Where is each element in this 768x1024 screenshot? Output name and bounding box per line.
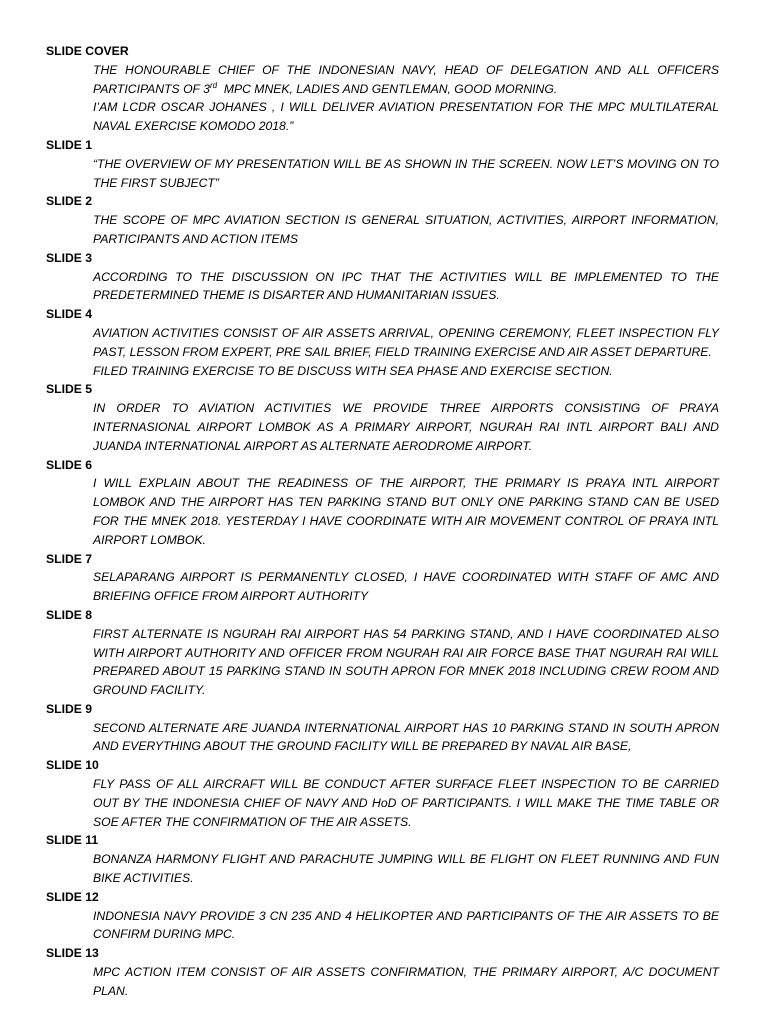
- slide-paragraph: ACCORDING TO THE DISCUSSION ON IPC THAT THE ACTIVITIES WILL BE IMPLEMENTED TO THE PREDETERMINED THEME IS DISARTER AND HUMANITARIAN ISSUES.: [93, 269, 719, 303]
- slide-paragraph: BONANZA HARMONY FLIGHT AND PARACHUTE JUMPING WILL BE FLIGHT ON FLEET RUNNING AND FUN BIKE ACTIVITIES.: [93, 852, 719, 886]
- slide-section: [46, 700, 719, 756]
- slide-heading: SLIDE 5: [46, 382, 93, 397]
- paragraph-text: THE HONOURABLE CHIEF OF THE INDONESIAN NAVY, HEAD OF DELEGATION AND ALL OFFICERS PARTICIPANTS OF 3: [93, 62, 719, 96]
- slide-section: [46, 550, 719, 606]
- slide-heading: SLIDE 4: [46, 307, 93, 322]
- slide-section: [46, 42, 719, 136]
- slide-section: [46, 456, 719, 550]
- slide-heading: SLIDE 1: [46, 137, 93, 152]
- slide-section: [46, 831, 719, 887]
- slide-paragraph: I’AM LCDR OSCAR JOHANES , I WILL DELIVER AVIATION PRESENTATION FOR THE MPC MULTILATERAL NAVAL EXERCISE KOMODO 2018.”: [93, 100, 719, 134]
- ordinal-suffix: rd: [209, 80, 218, 90]
- slide-paragraph: I WILL EXPLAIN ABOUT THE READINESS OF THE AIRPORT, THE PRIMARY IS PRAYA INTL AIRPORT LOMBOK AND THE AIRPORT HAS TEN PARKING STAND BUT ONLY ONE PARKING STAND CAN BE USED FOR THE MNEK 2018. YESTERDAY I HAVE COORDINATE WITH AIR MOVEMENT CONTROL OF PRAYA INTL AIRPORT LOMBOK.: [93, 476, 719, 547]
- slide-paragraph: SELAPARANG AIRPORT IS PERMANENTLY CLOSED, I HAVE COORDINATED WITH STAFF OF AMC AND BRIEFING OFFICE FROM AIRPORT AUTHORITY: [93, 570, 719, 604]
- slide-heading: SLIDE 8: [46, 607, 93, 622]
- slide-heading: SLIDE 2: [46, 194, 93, 209]
- slide-paragraph: FLY PASS OF ALL AIRCRAFT WILL BE CONDUCT AFTER SURFACE FLEET INSPECTION TO BE CARRIED OUT BY THE INDONESIA CHIEF OF NAVY AND HoD OF PARTICIPANTS. I WILL MAKE THE TIME TABLE OR SOE AFTER THE CONFIRMATION OF THE AIR ASSETS.: [93, 777, 719, 829]
- slide-heading: SLIDE 9: [46, 701, 93, 716]
- slide-section: [46, 944, 719, 1000]
- slide-paragraph: AVIATION ACTIVITIES CONSIST OF AIR ASSETS ARRIVAL, OPENING CEREMONY, FLEET INSPECTION FLY PAST, LESSON FROM EXPERT, PRE SAIL BRIEF, FIELD TRAINING EXERCISE AND AIR ASSET DEPARTURE.: [93, 325, 719, 359]
- slide-section: [46, 756, 719, 831]
- slide-paragraph: IN ORDER TO AVIATION ACTIVITIES WE PROVIDE THREE AIRPORTS CONSISTING OF PRAYA INTERNASIONAL AIRPORT LOMBOK AS A PRIMARY AIRPORT, NGURAH RAI INTL AIRPORT BALI AND JUANDA INTERNATIONAL AIRPORT AS ALTERNATE AERODROME AIRPORT.: [93, 401, 719, 453]
- slide-heading: SLIDE COVER: [46, 44, 129, 58]
- slide-section: [46, 606, 719, 700]
- slide-section: [46, 249, 719, 305]
- slide-section: [46, 305, 719, 380]
- slide-section: [46, 192, 719, 248]
- slide-heading: SLIDE 13: [46, 946, 99, 961]
- slide-heading: SLIDE 3: [46, 250, 93, 265]
- slide-section: [46, 136, 719, 192]
- slide-paragraph: INDONESIA NAVY PROVIDE 3 CN 235 AND 4 HELIKOPTER AND PARTICIPANTS OF THE AIR ASSETS TO BE CONFIRM DURING MPC.: [93, 908, 719, 942]
- slide-paragraph: “THE OVERVIEW OF MY PRESENTATION WILL BE AS SHOWN IN THE SCREEN. NOW LET’S MOVING ON TO THE FIRST SUBJECT”: [93, 156, 719, 190]
- slide-heading: SLIDE 12: [46, 889, 99, 904]
- document-page: [46, 42, 719, 1001]
- slide-section: [46, 888, 719, 944]
- slide-paragraph: FIRST ALTERNATE IS NGURAH RAI AIRPORT HAS 54 PARKING STAND, AND I HAVE COORDINATED ALSO WITH AIRPORT AUTHORITY AND OFFICER FROM NGURAH RAI AIR FORCE BASE THAT NGURAH RAI WILL PREPARED ABOUT 15 PARKING STAND IN SOUTH APRON FOR MNEK 2018 INCLUDING CREW ROOM AND GROUND FACILITY.: [93, 626, 719, 698]
- slide-heading: SLIDE 6: [46, 457, 93, 472]
- slide-paragraph: THE SCOPE OF MPC AVIATION SECTION IS GENERAL SITUATION, ACTIVITIES, AIRPORT INFORMATION, PARTICIPANTS AND ACTION ITEMS: [93, 213, 719, 246]
- slide-paragraph: MPC ACTION ITEM CONSIST OF AIR ASSETS CONFIRMATION, THE PRIMARY AIRPORT, A/C DOCUMENT PLAN.: [93, 965, 719, 998]
- slide-paragraph: FILED TRAINING EXERCISE TO BE DISCUSS WITH SEA PHASE AND EXERCISE SECTION.: [93, 363, 613, 378]
- paragraph-text: MPC MNEK, LADIES AND GENTLEMAN, GOOD MORNING.: [217, 81, 558, 96]
- slide-heading: SLIDE 11: [46, 833, 99, 848]
- slide-paragraph: SECOND ALTERNATE ARE JUANDA INTERNATIONAL AIRPORT HAS 10 PARKING STAND IN SOUTH APRON AND EVERYTHING ABOUT THE GROUND FACILITY WILL BE PREPARED BY NAVAL AIR BASE,: [93, 720, 719, 754]
- slide-heading: SLIDE 10: [46, 758, 99, 773]
- slide-heading: SLIDE 7: [46, 551, 93, 566]
- slide-section: [46, 380, 719, 455]
- slide-paragraph: [93, 61, 719, 99]
